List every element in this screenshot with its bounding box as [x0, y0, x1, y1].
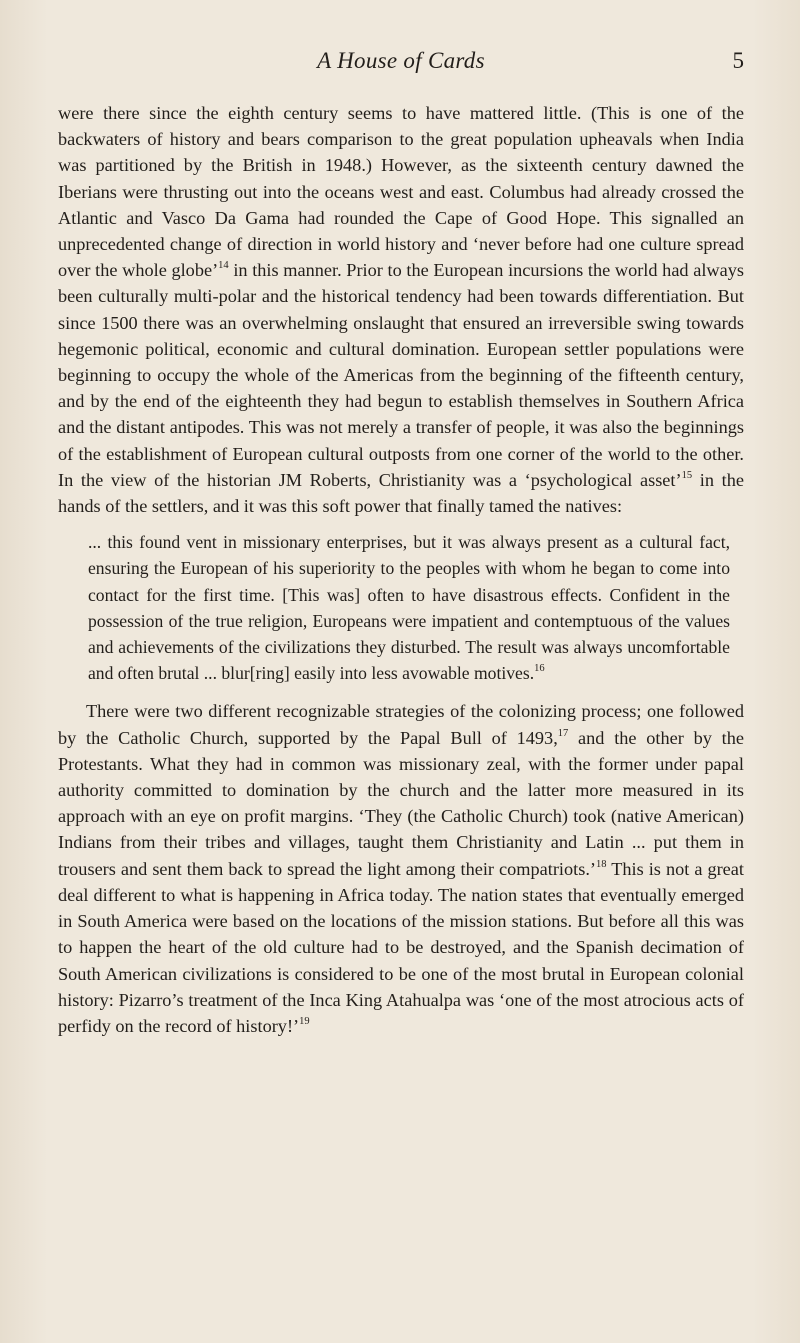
page-number: 5 [732, 48, 744, 73]
text-run: and the other by the Protestants. What they had in common was missionary zeal, with the former under papal authority committed to domination by the church and the latter more measured in its approach with an eye on profit margins. ‘They (the Catholic Church) took (native American) Indians from their tribes and villages, taught them Christianity and Latin ... put them in trousers and sent them back to spread the light among their compatriots.’ [58, 727, 744, 879]
text-run: were there since the eighth century seems to have mattered little. (This is one of the backwaters of history and bears comparison to the great population upheavals when India was partitioned by the British in 1948.) However, as the sixteenth century dawned the Iberians were thrusting out into the oceans west and east. Columbus had already crossed the Atlantic and Vasco Da Gama had rounded the Cape of Good Hope. This signalled an unprecedented change of direction in world history and ‘never before had one culture spread over the whole globe’ [58, 103, 744, 281]
footnote-marker: 14 [218, 260, 229, 272]
footnote-marker: 19 [299, 1015, 310, 1027]
footnote-marker: 18 [596, 858, 607, 870]
paragraph [58, 698, 744, 1039]
footnote-marker: 15 [681, 469, 693, 481]
block-quote [58, 529, 744, 686]
footnote-marker: 17 [557, 727, 569, 739]
text-run: in the hands of the settlers, and it was this soft power that finally tamed the natives: [58, 469, 744, 517]
running-title: A House of Cards [317, 48, 485, 73]
text-run: in this manner. Prior to the European incursions the world had always been culturally multi-polar and the historical tendency had been towards differentiation. But since 1500 there was an overwhelming onslaught that ensured an irreversible swing towards hegemonic political, economic and cultural domination. European settler populations were beginning to occupy the whole of the Americas from the beginning of the fifteenth century, and by the end of the eighteenth they had begun to establish themselves in Southern Africa and the distant antipodes. This was not merely a transfer of people, it was also the beginnings of the establishment of European cultural outposts from one corner of the world to the other. In the view of the historian JM Roberts, Christianity was a ‘psychological asset’ [58, 260, 744, 490]
running-head [58, 48, 744, 82]
text-run: This is not a great deal different to what is happening in Africa today. The nation states that eventually emerged in South America were based on the locations of the mission stations. But before all this was to happen the heart of the old culture had to be destroyed, and the Spanish decimation of South American civilizations is considered to be one of the most brutal in European colonial history: Pizarro’s treatment of the Inca King Atahualpa was ‘one of the most atrocious acts of perfidy on the record of history!’ [58, 858, 744, 1036]
footnote-marker: 16 [534, 663, 545, 675]
text-run: ... this found vent in missionary enterprises, but it was always present as a cultural fact, ensuring the European of his superiority to the peoples with whom he began to come into contact for the first time. [This was] often to have disastrous effects. Confident in the possession of the true religion, Europeans were impatient and contemptuous of the values and achievements of the civilizations they disturbed. The result was always uncomfortable and often brutal ... blur[ring] easily into less avowable motives. [88, 532, 730, 684]
text-run: There were two different recognizable strategies of the colonizing process; one followed by the Catholic Church, supported by the Papal Bull of 1493, [58, 701, 744, 748]
body-text [58, 100, 744, 1039]
paragraph [58, 100, 744, 519]
